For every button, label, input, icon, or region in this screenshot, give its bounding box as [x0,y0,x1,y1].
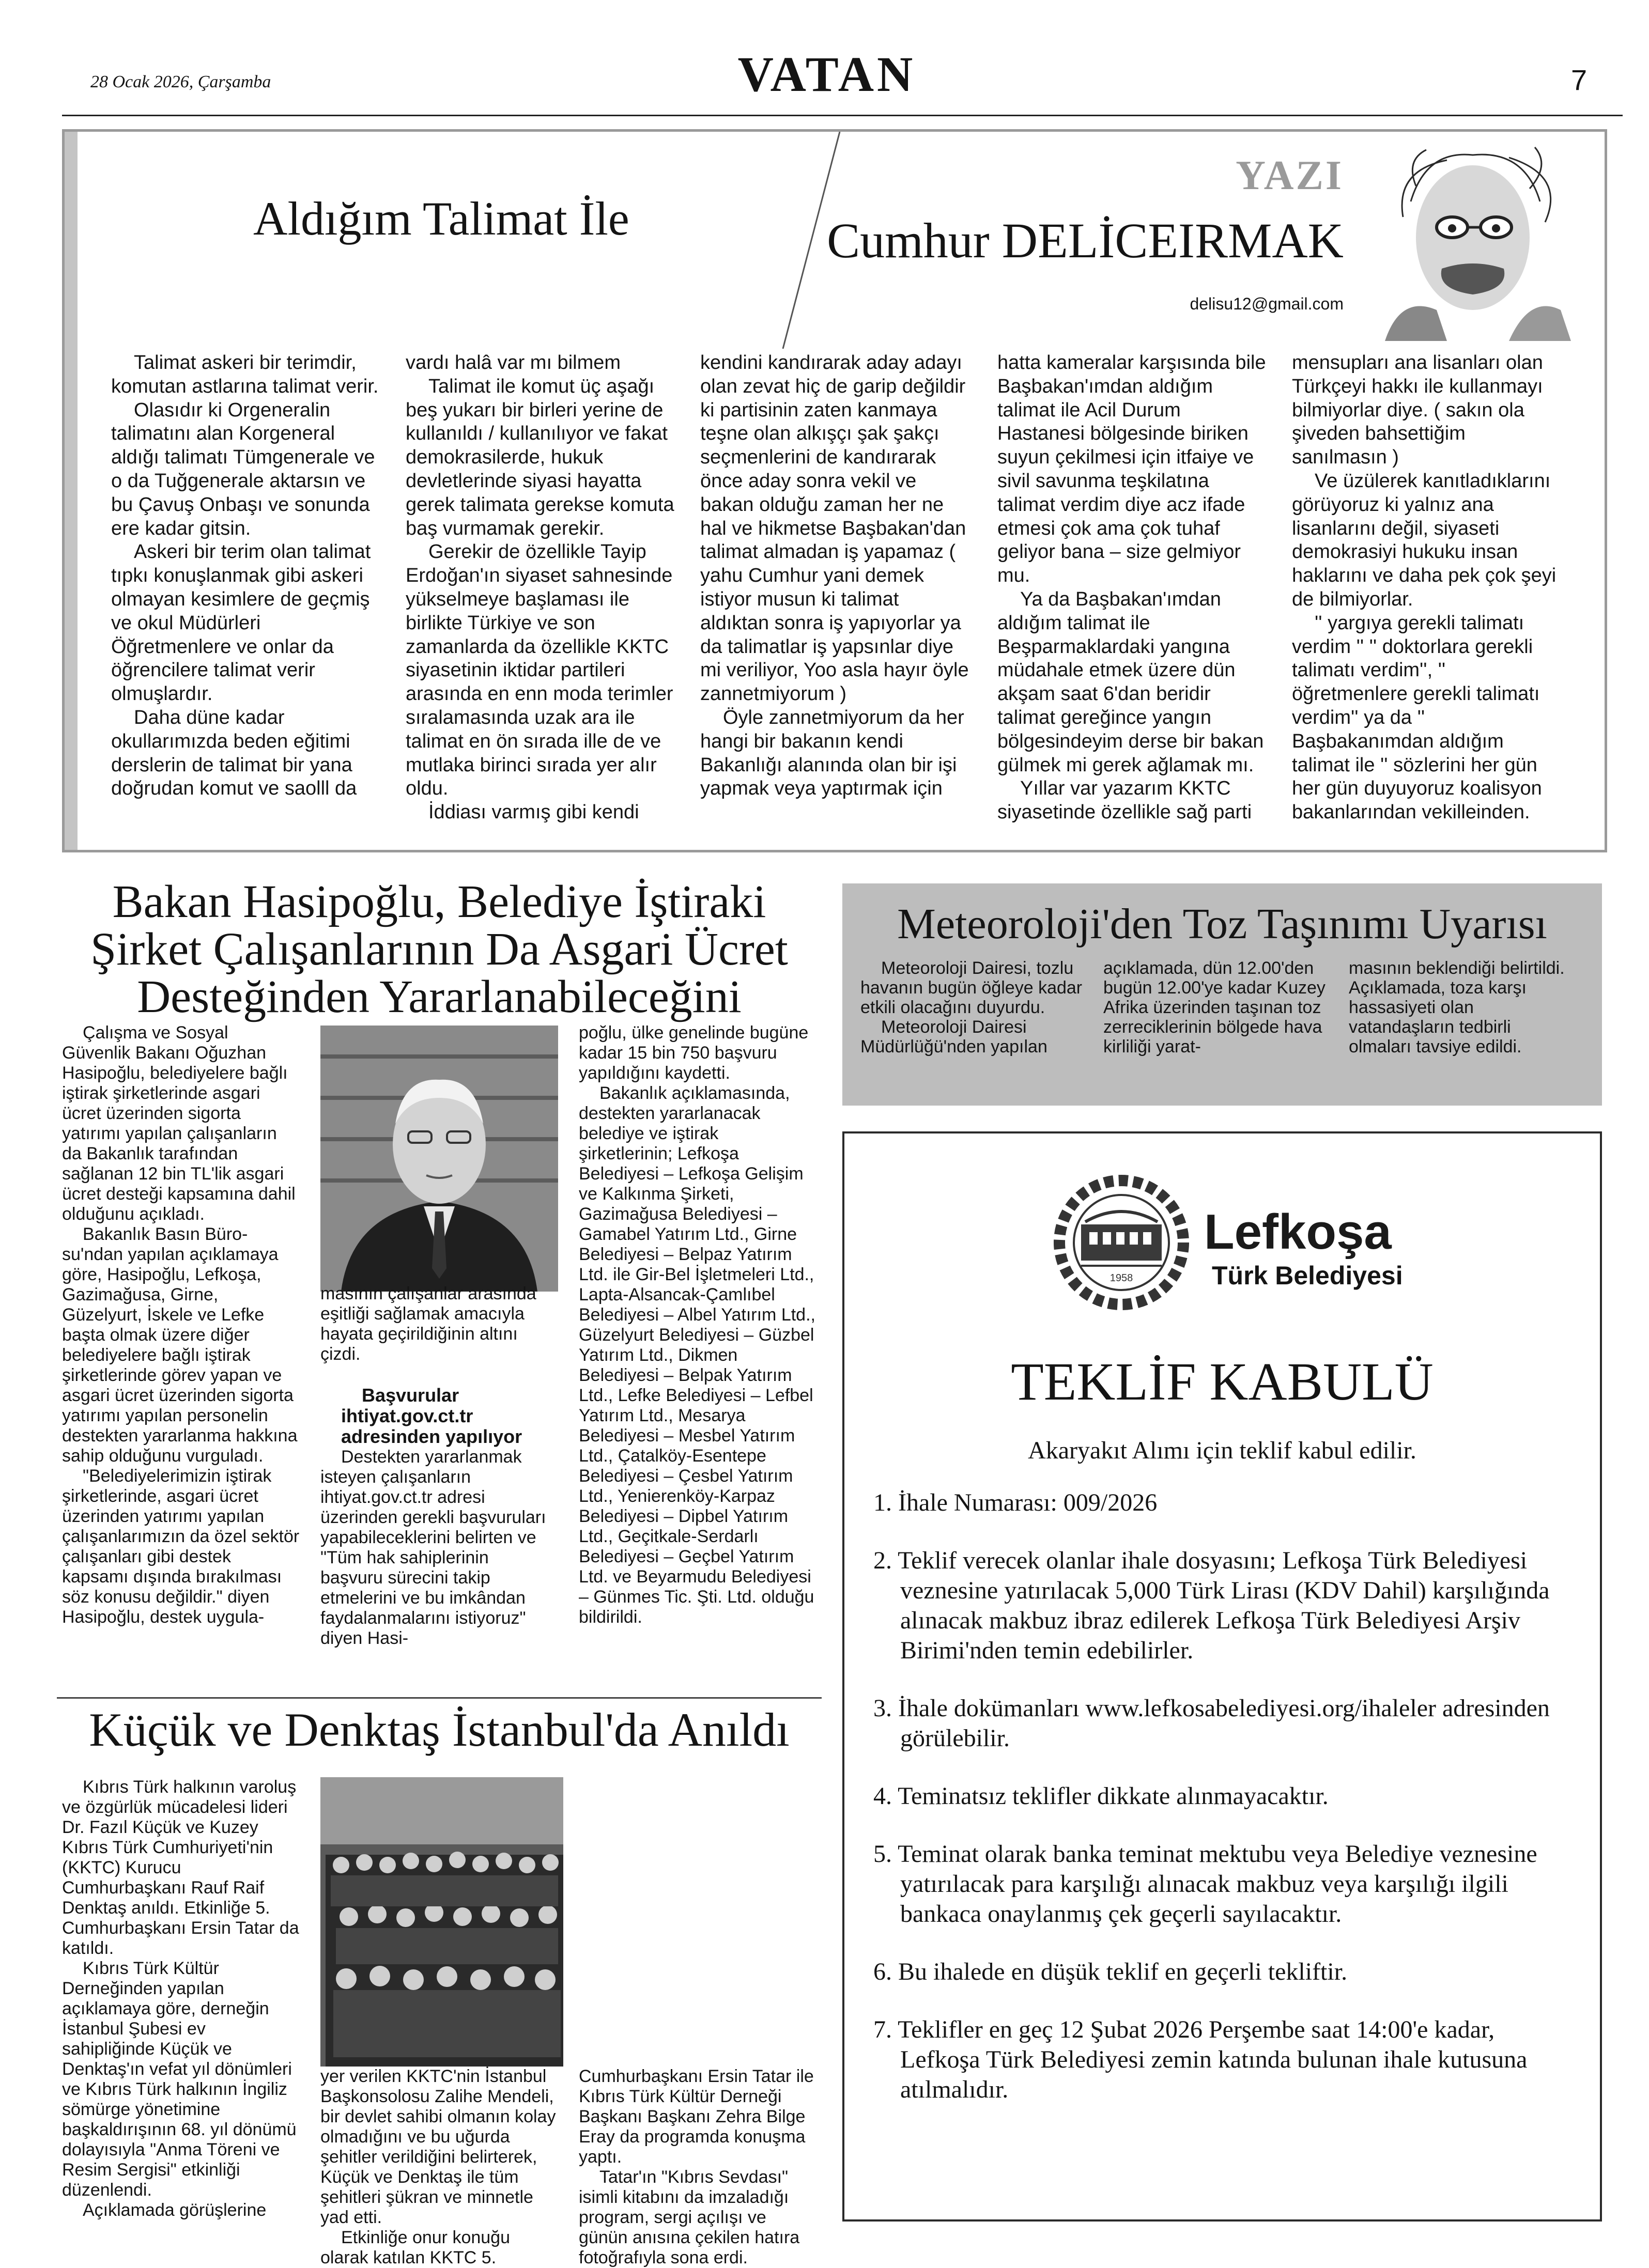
paragraph: Ve üzülerek kanıtladıklarını görüyoruz ki yalnız ana lisanlarını değil, siyaseti demokrasiyi hukuku insan haklarını ve daha pek çok şeyi de bilmiyorlar. [1292,470,1556,610]
paragraph: Olasıdır ki Orgeneralin talimatını alan Korgeneral aldığı talimatı Tümgenerale ve o da Tuğgenerale aktarsın ve bu Çavuş Onbaşı ve sonunda ere kadar gitsin. [111,399,375,539]
paragraph: masının beklendiği belirtildi. Açıklamada, toza karşı hassasiyeti olan vatandaşların tedbirli olmaları tavsiye edildi. [1349,958,1565,1057]
article2-title: Küçük ve Denktaş İstanbul'da Anıldı [89,1703,790,1756]
paragraph: yer verilen KKTC'nin İstanbul Başkonsolosu Zalihe Mendeli, bir devlet sahibi olmanın kolay olmadığını ve bu uğurda şehitler verildiğini belirterek, Küçük ve Denktaş ile tüm şehitleri şükran ve minnetle yad etti. [320,2067,556,2227]
meteo-col3 [1349,958,1571,1057]
paragraph: Açıklamada görüşlerine [83,2200,267,2220]
paragraph: poğlu, ülke genelinde bugüne kadar 15 bin 750 başvuru yapıldığını kaydetti. [579,1023,809,1083]
ad-item: 6. Bu ihalede en düşük teklif en geçerli tekliftir. [873,1958,1348,1985]
paragraph: Gerekir de özellikle Tayip Erdoğan'ın siyaset sahnesinde yükselmeye başlaması ile birlikte Türkiye ve son zamanlarda da özellikle KKTC siyasetinin iktidar partileri arasında en enn moda terimler sıralamasında uzak ara ile talimat en ön sırada ille de ve mutlaka birinci sırada yer alır oldu. [406,541,673,800]
page-number: 7 [1571,64,1588,96]
ad-item: 5. Teminat olarak banka teminat mektubu veya Belediye veznesine yatırılacak para karşılığı alınacak makbuz veya karşılığı ilgili bankaca onaylanmış çek geçerli sayılacaktır. [873,1840,1537,1928]
logo-subtitle: Türk Belediyesi [1212,1261,1403,1290]
logo-year: 1958 [1109,1272,1133,1284]
author-email: delisu12@gmail.com [1190,294,1344,313]
paragraph: kendini kandırarak aday adayı olan zevat hiç de garip değildir ki partisinin zaten kanmaya teşne olan alkışçı şak şakçı seçmenlerini de kandırarak önce aday sonra vekil ve bakan olduğu zaman her ne hal ve hikmetse Başbakan'dan talimat almadan iş yapamaz ( yahu Cumhur yani demek istiyor musun ki talimat aldıktan sonra iş yapıyorlar ya da talimatlar iş yapsınlar diye mi veriliyor, Yoo asla hayır öyle zannetmiyorum ) [700,352,969,705]
ad-item: 2. Teklif verecek olanlar ihale dosyasını; Lefkoşa Türk Belediyesi veznesine yatırılacak 5,000 Türk Lirası (KDV Dahil) karşılığında alınacak makbuz ibraz edilerek Lefkoşa Türk Belediyesi Arşiv Birimi'nden temin edebilirler. [873,1547,1550,1664]
article1-subhead: Başvurular ihtiyat.gov.ct.tr adresinden yapılıyor [341,1385,522,1447]
ad-item: 1. İhale Numarası: 009/2026 [873,1489,1158,1516]
header-rule [62,115,1623,116]
masthead: VATAN [737,46,916,102]
meteo-title: Meteoroloji'den Toz Taşınımı Uyarısı [897,900,1547,948]
column-text-col2 [406,351,674,825]
paragraph: vardı halâ var mı bilmem [406,352,621,374]
paragraph: Öyle zannetmiyorum da her hangi bir bakanın kendi Bakanlığı alanında olan bir işi yapmak veya yaptırmak için [700,706,964,800]
paragraph: "Belediyelerimizin iştirak şirketlerinde, asgari ücret üzerinden yatırımı yapılan çalışanlarımızın da özel sektör çalışanları gibi destek kapsamı dışında bırakılması söz konusu değildir." diyen Hasipoğlu, destek uygula- [62,1466,300,1627]
paragraph: Kıbrıs Türk halkının varoluş ve özgürlük mücadelesi lideri Dr. Fazıl Küçük ve Kuzey Kıbrıs Türk Cumhuriyeti'nin (KKTC) Kurucu Cumhurbaşkanı Rauf Raif Denktaş anıldı. Etkinliğe 5. Cumhurbaşkanı Ersin Tatar da katıldı. [62,1777,299,1958]
paragraph: Kıbrıs Türk Kültür Derneğinden yapılan açıklamaya göre, derneğin İstanbul Şubesi ev sahipliğinde Küçük ve Denktaş'ın vefat yıl dönümleri ve Kıbrıs Türk halkının İngiliz sömürge yönetimine başkaldırışının 68. yıl dönümü dolayısıyla "Anma Töreni ve Resim Sergisi" etkinliği düzenlendi. [62,1959,297,2200]
column-text-col4 [997,351,1266,825]
ad-title: TEKLİF KABULÜ [1011,1352,1434,1411]
minister-photo [320,1026,558,1292]
paragraph: Bakanlık Basın Büro-su'ndan yapılan açıklamaya göre, Hasipoğlu, Lefkoşa, Gazimağusa, Girne, Güzelyurt, İskele ve Lefke başta olmak üzere diğer belediyelere bağlı iştirak şirketlerinde görev yapan ve asgari ücret üzerinden sigorta yatırımı yapılan personelin destekten yararlanma hakkına sahip olduğunu vurguladı. [62,1224,298,1466]
paragraph: Meteoroloji Dairesi, tozlu havanın bugün öğleye kadar etkili olacağını duyurdu. [860,958,1083,1017]
ad-items [873,1488,1576,2133]
ad-subtitle: Akaryakıt Alımı için teklif kabul edilir. [1028,1437,1416,1464]
article2-col3 [579,2067,816,2268]
logo-name: Lefkoşa [1204,1204,1392,1260]
meteo-col1 [860,958,1083,1057]
paragraph: Askeri bir terim olan talimat tıpkı konuşlanmak gibi askeri olmayan kesimlere de geçmiş ve okul Müdürleri Öğretmenlere ve onlar da öğrencilere talimat verir olmuşlardır. [111,541,371,705]
article1-col1 [62,1023,300,1627]
paragraph: Bakanlık açıklamasında, destekten yararlanacak belediye ve iştirak şirketlerinin; Lefkoşa Belediyesi – Lefkoşa Gelişim ve Kalkınma Şirketi, Gazimağusa Belediyesi – Gamabel Yatırım Ltd., Girne Belediyesi – Belpaz Yatırım Ltd. ile Gir-Bel İşletmeleri Ltd., Lapta-Alsancak-Çamlıbel Belediyesi – Albel Yatırım Ltd., Güzelyurt Belediyesi – Güzbel Yatırım Ltd., Dikmen Belediyesi – Belpak Yatırım Ltd., Lefke Belediyesi – Lefbel Yatırım Ltd., Mesarya Belediyesi – Mesbel Yatırım Ltd., Çatalköy-Esentepe Belediyesi – Çesbel Yatırım Ltd., Yenierenköy-Karpaz Belediyesi – Dipbel Yatırım Ltd., Geçitkale-Serdarlı Belediyesi – Geçbel Yatırım Ltd. ve Beyarmudu Belediyesi – Günmes Tic. Şti. Ltd. olduğu bildirildi. [579,1083,815,1627]
section-label: YAZI [1236,153,1344,198]
article1-col2 [320,1284,556,1649]
paragraph: Cumhurbaşkanı Ersin Tatar ile Kıbrıs Türk Kültür Derneği Başkanı Başkanı Zehra Bilge Eray da programda konuşma yaptı. [579,2067,814,2167]
article2-col1 [62,1777,300,2220]
paragraph: '' yargıya gerekli talimatı verdim '' '' doktorlara gerekli talimatı verdim'', '' öğretmenlere gerekli talimatı verdim'' ya da '' Başbakanımdan aldığım talimat ile '' sözlerini her gün her gün duyuyoruz koalisyon bakanlarından vekilleinden. [1292,612,1542,824]
paragraph: Daha düne kadar okullarımızda beden eğitimi derslerin de talimat bir yana doğrudan komut ve saolll da [111,706,357,800]
column-author: Cumhur DELİCEIRMAK [827,213,1344,268]
paragraph: Destekten yararlanmak isteyen çalışanların ihtiyat.gov.ct.tr adresi üzerinden gerekli başvuruları yapabileceklerini belirten ve "Tüm hak sahiplerinin başvuru sürecini takip etmelerini ve bu imkândan faydalanmalarını istiyoruz" diyen Hasi- [320,1447,546,1648]
paragraph: Etkinliğe onur konuğu olarak katılan KKTC 5. [320,2228,511,2267]
ad-item: 7. Teklifler en geç 12 Şubat 2026 Perşembe saat 14:00'e kadar, Lefkoşa Türk Belediyesi zemin katında bulunan ihale kutusuna atılmalıdır. [873,2016,1528,2103]
paragraph: mensupları ana lisanları olan Türkçeyi hakkı ile kullanmayı bilmiyorlar diye. ( sakın ola şiveden bahsettiğim sanılmasın ) [1292,352,1543,469]
article1-title: Bakan Hasipoğlu, Belediye İştiraki Şirket Çalışanlarının Da Asgari Ücret Desteğinden Yararlanabileceğini [90,876,788,1022]
paragraph: Çalışma ve Sosyal Güvenlik Bakanı Oğuzhan Hasipoğlu, belediyelere bağlı iştirak şirketlerinde asgari ücret üzerinden sigorta yatırımı yapılan çalışanların da Bakanlık tarafından sağlanan 12 bin TL'lik asgari ücret desteği kapsamına dahil olduğunu açıkladı. [62,1023,296,1224]
paragraph: hatta kameralar karşısında bile Başbakan'ımdan aldığım talimat ile Acil Durum Hastanesi bölgesinde biriken suyun çekilmesi için itfaiye ve sivil savunma teşkilatına talimat verdim diye acz ifade etmesi çok ama çok tuhaf geliyor bana – size gelmiyor mu. [997,352,1266,587]
article2-col2 [320,2067,558,2268]
paragraph: masının çalışanlar arasında eşitliği sağlamak amacıyla hayata geçirildiğinin altını çizdi. [320,1284,536,1364]
column-text-col5 [1292,351,1561,825]
paragraph: Ya da Başbakan'ımdan aldığım talimat ile Beşparmaklardaki yangına müdahale etmek üzere dün akşam saat 6'dan beridir talimat gereğince yangın bölgesindeyim derse bir bakan gülmek mi gerek ağlamak mı. [997,588,1264,776]
column-text-col1 [111,351,380,801]
page-date: 28 Ocak 2026, Çarşamba [90,72,271,91]
ad-item: 4. Teminatsız teklifler dikkate alınmayacaktır. [873,1782,1329,1810]
article1-col3 [579,1023,816,1627]
paragraph: Yıllar var yazarım KKTC siyasetinde özellikle sağ parti [997,778,1252,824]
meteo-col2 [1103,958,1326,1057]
ad-item: 3. İhale dokümanları www.lefkosabelediyesi.org/ihaleler adresinden görülebilir. [873,1695,1550,1752]
group-photo [320,1777,563,2067]
paragraph: Meteoroloji Dairesi Müdürlüğü'nden yapılan [860,1017,1047,1057]
column-title: Aldığım Talimat İle [253,192,629,245]
paragraph: Talimat askeri bir terimdir, komutan astlarına talimat verir. [111,352,379,397]
paragraph: İddiası varmış gibi kendi [428,801,639,824]
paragraph: Tatar'ın "Kıbrıs Sevdası" isimli kitabını da imzaladığı program, sergi açılışı ve günün anısına çekilen hatıra fotoğrafıyla sona erdi. [579,2167,800,2267]
section-rule [57,1697,822,1699]
author-portrait [1354,139,1581,341]
municipality-logo-icon [1049,1173,1194,1312]
paragraph: Talimat ile komut üç aşağı beş yukarı bir birleri yerine de kullanıldı / kullanılıyor ve fakat demokrasilerde, hukuk devletlerinde siyasi hayatta gerek talimata gerekse komuta baş vurmamak gerekir. [406,375,674,539]
column-text-col3 [700,351,969,801]
paragraph: açıklamada, dün 12.00'den bugün 12.00'ye kadar Kuzey Afrika üzerinden taşınan toz zerreciklerinin bölgede hava kirliliği yarat- [1103,958,1326,1057]
